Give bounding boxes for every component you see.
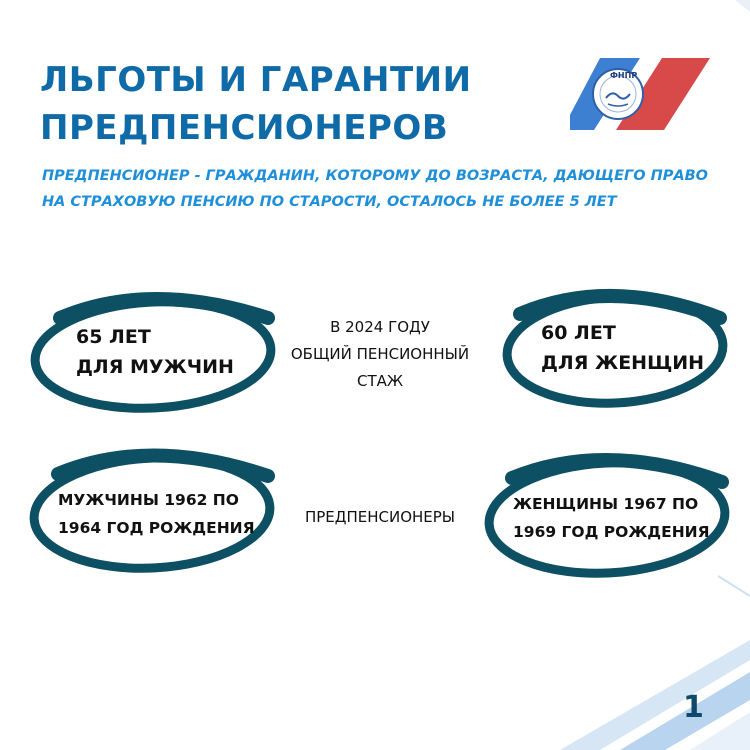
women-age-line-2: ДЛЯ ЖЕНЩИН — [541, 352, 705, 374]
men-birth-line-2: 1964 ГОД РОЖДЕНИЯ — [58, 519, 255, 537]
center-top-line-1: В 2024 ГОДУ — [330, 318, 430, 336]
women-birth-text — [513, 490, 710, 546]
men-age-text — [76, 322, 234, 382]
men-age-line-1: 65 ЛЕТ — [76, 326, 151, 348]
subtitle-line-1: ПРЕДПЕНСИОНЕР - ГРАЖДАНИН, КОТОРОМУ ДО ВОЗРАСТА, ДАЮЩЕГО ПРАВО — [42, 168, 708, 184]
center-top-line-3: СТАЖ — [356, 372, 404, 390]
men-age-line-2: ДЛЯ МУЖЧИН — [76, 356, 234, 378]
women-age-line-1: 60 ЛЕТ — [541, 322, 616, 344]
women-birth-line-1: ЖЕНЩИНЫ 1967 ПО — [513, 495, 699, 513]
title-line-2: ПРЕДПЕНСИОНЕРОВ — [40, 108, 449, 148]
pension-stage-text — [265, 314, 495, 395]
logo-text: ФНПР — [610, 71, 638, 80]
men-birth-line-1: МУЖЧИНЫ 1962 ПО — [58, 491, 239, 509]
women-birth-line-2: 1969 ГОД РОЖДЕНИЯ — [513, 523, 710, 541]
center-top-line-2: ОБЩИЙ ПЕНСИОННЫЙ — [290, 345, 470, 363]
subtitle-line-2: НА СТРАХОВУЮ ПЕНСИЮ ПО СТАРОСТИ, ОСТАЛОСЬ НЕ БОЛЕЕ 5 ЛЕТ — [42, 194, 617, 210]
men-birth-text — [58, 486, 255, 542]
prepensioners-label: ПРЕДПЕНСИОНЕРЫ — [304, 508, 456, 526]
page-number: 1 — [683, 690, 704, 725]
women-age-text — [541, 318, 704, 378]
title-line-1: ЛЬГОТЫ И ГАРАНТИИ — [40, 60, 472, 100]
